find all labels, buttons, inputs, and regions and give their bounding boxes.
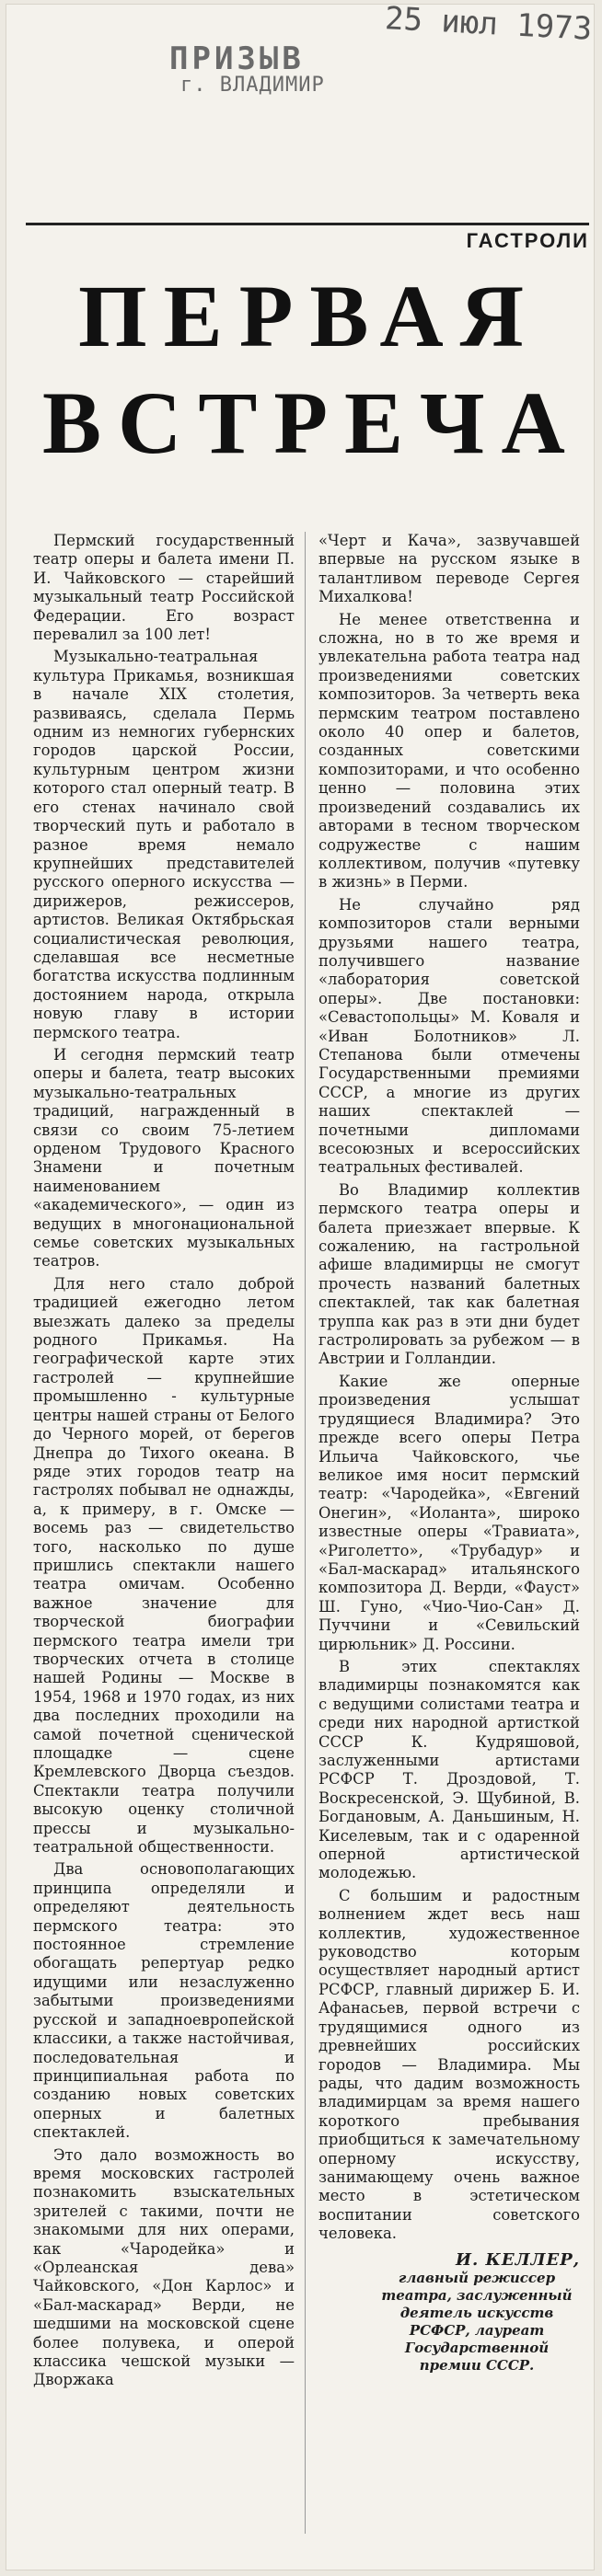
paragraph: И сегодня пермский театр оперы и балета, театр высоких музыкально-театральных традиций, награжденный в связи со своим 75-летием орденом Трудового Красного Знамени и почетным наименованием «академического», — один из ведущих в многонациональной семье советских музыкальных театров. — [33, 1045, 295, 1271]
newspaper-clipping — [6, 0, 595, 2570]
paragraph: Пермский государственный театр оперы и балета имени П. И. Чайковского — старейший музыкальный театр Российской Федерации. Его возраст перевалил за 100 лет! — [33, 532, 295, 644]
column-divider — [305, 532, 306, 2534]
newspaper-stamp — [169, 40, 399, 97]
paragraph: Какие же оперные произведения услышат трудящиеся Владимира? Это прежде всего оперы Петра Ильича Чайковского, чье великое имя носит пермский театр: «Чародейка», «Евгений Онегин», «Иоланта», широко известные оперы «Травиата», «Риголетто», «Трубадур» и «Бал-маскарад» итальянского композитора Д. Верди, «Фауст» Ш. Гуно, «Чио-Чио-Сан» Д. Пуччини и «Севильский цирюльник» Д. Россини. — [318, 1372, 580, 1653]
author-signature — [318, 2251, 580, 2375]
paragraph: Музыкально-театральная культура Прикамья, возникшая в начале XIX столетия, развиваясь, сделала Пермь одним из немногих губернских городов царской России, культурным центром жизни которого стал оперный театр. В его стенах начинало свой творческий путь и работало в разное время немало крупнейших представителей русского оперного искусства — дирижеров, режиссеров, артистов. Великая Октябрьская социалистическая революция, сделавшая все несметные богатства искусства подлинным достоянием народа, открыла новую главу в истории пермского театра. — [33, 648, 295, 1041]
newspaper-name: ПРИЗЫВ — [169, 40, 305, 77]
paragraph: «Черт и Кача», зазвучавшей впервые на русском языке в талантливом переводе Сергея Михалкова! — [318, 532, 580, 606]
section-rubric: ГАСТРОЛИ — [26, 223, 589, 253]
author-role: главный режиссер театра, заслуженный деятель искусств РСФСР, лауреат Государственной премии СССР. — [381, 2269, 573, 2374]
paragraph: С большим и радостным волнением ждет весь наш коллектив, художественное руководство которым осуществляет народный артист РСФСР, главный дирижер Б. И. Афанасьев, первой встречи с трудящимися одного из древнейших российских городов — Владимира. Мы рады, что дадим возможность владимирцам за время нашего короткого пребывания приобщиться к замечательному оперному искусству, занимающему очень важное место в эстетическом воспитании советского человека. — [318, 1886, 580, 2243]
author-name: И. КЕЛЛЕР, — [456, 2249, 580, 2270]
article-column-right — [318, 532, 580, 2375]
paragraph: Для него стало доброй традицией ежегодно летом выезжать далеко за пределы родного Прикамья. На географической карте этих гастролей — крупнейшие промышленно - культурные центры нашей страны от Белого до Черного морей, от берегов Днепра до Тихого океана. В ряде этих городов театр на гастролях побывал не однажды, а, к примеру, в г. Омске — восемь раз — свидетельство того, насколько по душе пришлись спектакли нашего театра омичам. Особенно важное значение для творческой биографии пермского театра имели три творческих отчета в столице нашей Родины — Москве в 1954, 1968 и 1970 годах, из них два последних проходили на самой почетной сценической площадке — сцене Кремлевского Дворца съездов. Спектакли театра получили высокую оценку столичной прессы и музыкально-театральной общественности. — [33, 1274, 295, 1857]
paragraph: В этих спектаклях владимирцы познакомятся как с ведущими солистами театра и среди них народной артисткой СССР К. Кудряшовой, заслуженными артистами РСФСР Т. Дроздовой, Т. Воскресенской, Э. Щубиной, В. Богдановым, А. Даньшиным, Н. Киселевым, так и с одаренной оперной артистической молодежью. — [318, 1657, 580, 1882]
paragraph: Во Владимир коллектив пермского театра оперы и балета приезжает впервые. К сожалению, на гастрольной афише владимирцы не смогут прочесть названий балетных спектаклей, так как балетная труппа как раз в эти дни будет гастролировать за рубежом — в Австрии и Голландии. — [318, 1180, 580, 1368]
headline-line-1: ПЕРВАЯ — [78, 267, 540, 365]
paragraph: Два основополагающих принципа определяли и определяют деятельность пермского театра: это постоянное стремление обогащать репертуар редко идущими или незаслуженно забытыми произведениями русской и западноевропейской классики, а также настойчивая, последовательная и принципиальная работа по созданию новых советских оперных и балетных спектаклей. — [33, 1860, 295, 2142]
headline-line-2: ВСТРЕЧА — [42, 374, 582, 472]
article-column-left — [33, 532, 295, 2390]
newspaper-city: г. ВЛАДИМИР — [180, 74, 325, 97]
paragraph: Не случайно ряд композиторов стали верными друзьями нашего театра, получившего название «лаборатория советской оперы». Две постановки: «Севастопольцы» М. Коваля и «Иван Болотников» Л. Степанова были отмечены Государственными премиями СССР, а многие из других наших спектаклей — почетными дипломами всесоюзных и всероссийских театральных фестивалей. — [318, 895, 580, 1177]
paragraph: Не менее ответственна и сложна, но в то же время и увлекательна работа театра над произведениями советских композиторов. За четверть века пермским театром поставлено около 40 опер и балетов, созданных советскими композиторами, и что особенно ценно — половина этих произведений создавались их авторами в тесном творческом содружестве с нашим коллективом, получив «путевку в жизнь» в Перми. — [318, 610, 580, 891]
paragraph: Это дало возможность во время московских гастролей познакомить взыскательных зрителей с такими, почти не знакомыми для них операми, как «Чародейка» и «Орлеанская дева» Чайковского, «Дон Карлос» и «Бал-маскарад» Верди, не шедшими на московской сцене более полувека, и оперой классика чешской музыки — Дворжака — [33, 2145, 295, 2389]
date-stamp: 25 июл 1973 — [384, 0, 594, 48]
